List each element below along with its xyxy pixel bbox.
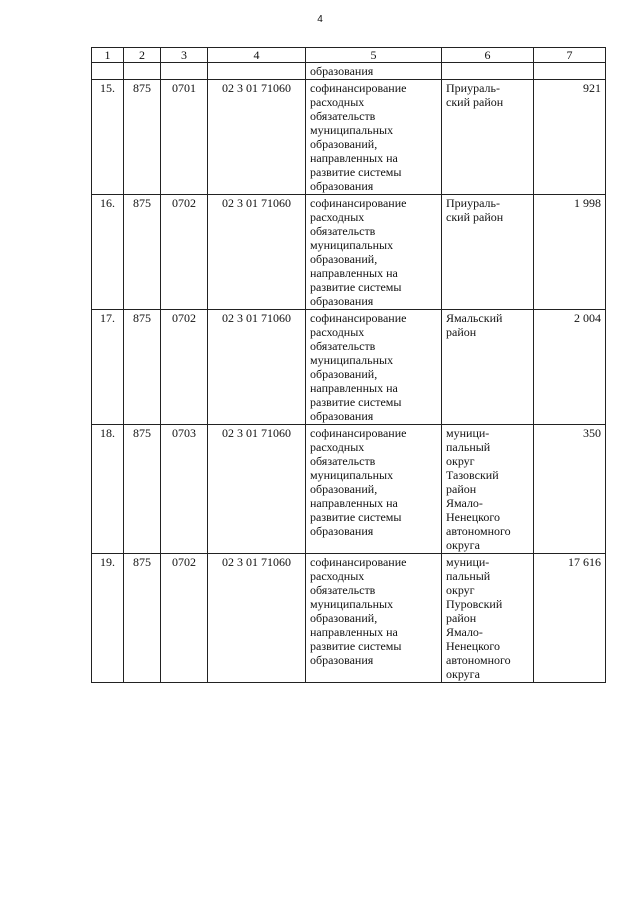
purpose-cell (306, 554, 442, 683)
recipient-line: округ (446, 583, 475, 597)
purpose-cell (306, 425, 442, 554)
purpose-line: развитие системы (310, 280, 402, 294)
recipient-line: Ненецкого (446, 639, 501, 653)
recipient-line: автономного (446, 524, 511, 538)
purpose-line: муниципальных (310, 353, 394, 367)
recipient-cell (442, 195, 534, 310)
purpose-line: расходных (310, 325, 365, 339)
purpose-line: развитие системы (310, 510, 402, 524)
amount-cell: 17 616 (534, 554, 606, 683)
purpose-line: софинансирование (310, 426, 407, 440)
purpose-line: обязательств (310, 454, 376, 468)
purpose-line: расходных (310, 440, 365, 454)
purpose-line: обязательств (310, 583, 376, 597)
recipient-line: Ямальский (446, 311, 503, 325)
purpose-line: софинансирование (310, 81, 407, 95)
purpose-line: образования (310, 294, 374, 308)
purpose-line: развитие системы (310, 395, 402, 409)
section-cell: 0701 (161, 80, 208, 195)
purpose-line: направленных на (310, 496, 398, 510)
column-header: 3 (161, 48, 208, 63)
amount-cell: 1 998 (534, 195, 606, 310)
code-cell: 875 (124, 195, 161, 310)
table-row (92, 80, 606, 195)
recipient-line: Ненецкого (446, 510, 501, 524)
code-cell: 875 (124, 425, 161, 554)
recipient-line: муници- (446, 555, 490, 569)
continuation-row (92, 63, 606, 80)
purpose-line: образований, (310, 367, 378, 381)
purpose-line: образования (310, 653, 374, 667)
purpose-line: муниципальных (310, 468, 394, 482)
purpose-cell (306, 195, 442, 310)
recipient-line: Ямало- (446, 496, 483, 510)
recipient-line: Пуровский (446, 597, 503, 611)
row-number-cell: 18. (92, 425, 124, 554)
recipient-cell (442, 554, 534, 683)
purpose-line: образования (310, 524, 374, 538)
purpose-cell (306, 80, 442, 195)
recipient-line: пальный (446, 440, 491, 454)
target-code-cell: 02 3 01 71060 (208, 554, 306, 683)
table-row (92, 554, 606, 683)
column-header: 6 (442, 48, 534, 63)
purpose-line: направленных на (310, 266, 398, 280)
purpose-line: обязательств (310, 109, 376, 123)
purpose-line: образований, (310, 482, 378, 496)
purpose-line: расходных (310, 210, 365, 224)
code-cell: 875 (124, 80, 161, 195)
purpose-line: обязательств (310, 224, 376, 238)
recipient-cell (442, 310, 534, 425)
recipient-cell (442, 80, 534, 195)
recipient-line: автономного (446, 653, 511, 667)
purpose-line: муниципальных (310, 597, 394, 611)
purpose-line: направленных на (310, 151, 398, 165)
recipient-line: район (446, 611, 477, 625)
recipient-line: район (446, 482, 477, 496)
recipient-line: ский район (446, 95, 504, 109)
recipient-line: округа (446, 667, 480, 681)
recipient-line: район (446, 325, 477, 339)
table-row (92, 425, 606, 554)
amount-cell: 2 004 (534, 310, 606, 425)
purpose-line: расходных (310, 95, 365, 109)
purpose-line: образований, (310, 611, 378, 625)
continuation-text: образования (306, 63, 442, 80)
budget-table (91, 47, 606, 683)
table-row (92, 310, 606, 425)
purpose-line: образования (310, 409, 374, 423)
purpose-line: муниципальных (310, 238, 394, 252)
recipient-line: Ямало- (446, 625, 483, 639)
row-number-cell: 17. (92, 310, 124, 425)
purpose-line: софинансирование (310, 555, 407, 569)
column-header: 5 (306, 48, 442, 63)
recipient-line: пальный (446, 569, 491, 583)
purpose-line: софинансирование (310, 311, 407, 325)
code-cell: 875 (124, 310, 161, 425)
section-cell: 0703 (161, 425, 208, 554)
page-number: 4 (317, 14, 323, 25)
recipient-line: Тазовский (446, 468, 499, 482)
purpose-line: расходных (310, 569, 365, 583)
section-cell: 0702 (161, 195, 208, 310)
target-code-cell: 02 3 01 71060 (208, 80, 306, 195)
purpose-line: софинансирование (310, 196, 407, 210)
purpose-line: муниципальных (310, 123, 394, 137)
purpose-line: образований, (310, 137, 378, 151)
row-number-cell: 19. (92, 554, 124, 683)
amount-cell: 350 (534, 425, 606, 554)
amount-cell: 921 (534, 80, 606, 195)
column-header: 2 (124, 48, 161, 63)
purpose-line: направленных на (310, 625, 398, 639)
row-number-cell: 15. (92, 80, 124, 195)
recipient-line: Приураль- (446, 81, 500, 95)
purpose-line: развитие системы (310, 165, 402, 179)
column-header: 1 (92, 48, 124, 63)
target-code-cell: 02 3 01 71060 (208, 195, 306, 310)
code-cell: 875 (124, 554, 161, 683)
section-cell: 0702 (161, 310, 208, 425)
section-cell: 0702 (161, 554, 208, 683)
column-header: 4 (208, 48, 306, 63)
row-number-cell: 16. (92, 195, 124, 310)
recipient-line: округ (446, 454, 475, 468)
purpose-line: образования (310, 179, 374, 193)
purpose-line: образований, (310, 252, 378, 266)
table-row (92, 195, 606, 310)
recipient-cell (442, 425, 534, 554)
target-code-cell: 02 3 01 71060 (208, 310, 306, 425)
recipient-line: ский район (446, 210, 504, 224)
target-code-cell: 02 3 01 71060 (208, 425, 306, 554)
purpose-line: направленных на (310, 381, 398, 395)
column-header: 7 (534, 48, 606, 63)
purpose-line: обязательств (310, 339, 376, 353)
purpose-cell (306, 310, 442, 425)
purpose-line: развитие системы (310, 639, 402, 653)
recipient-line: муници- (446, 426, 490, 440)
header-row (92, 48, 606, 63)
recipient-line: округа (446, 538, 480, 552)
recipient-line: Приураль- (446, 196, 500, 210)
